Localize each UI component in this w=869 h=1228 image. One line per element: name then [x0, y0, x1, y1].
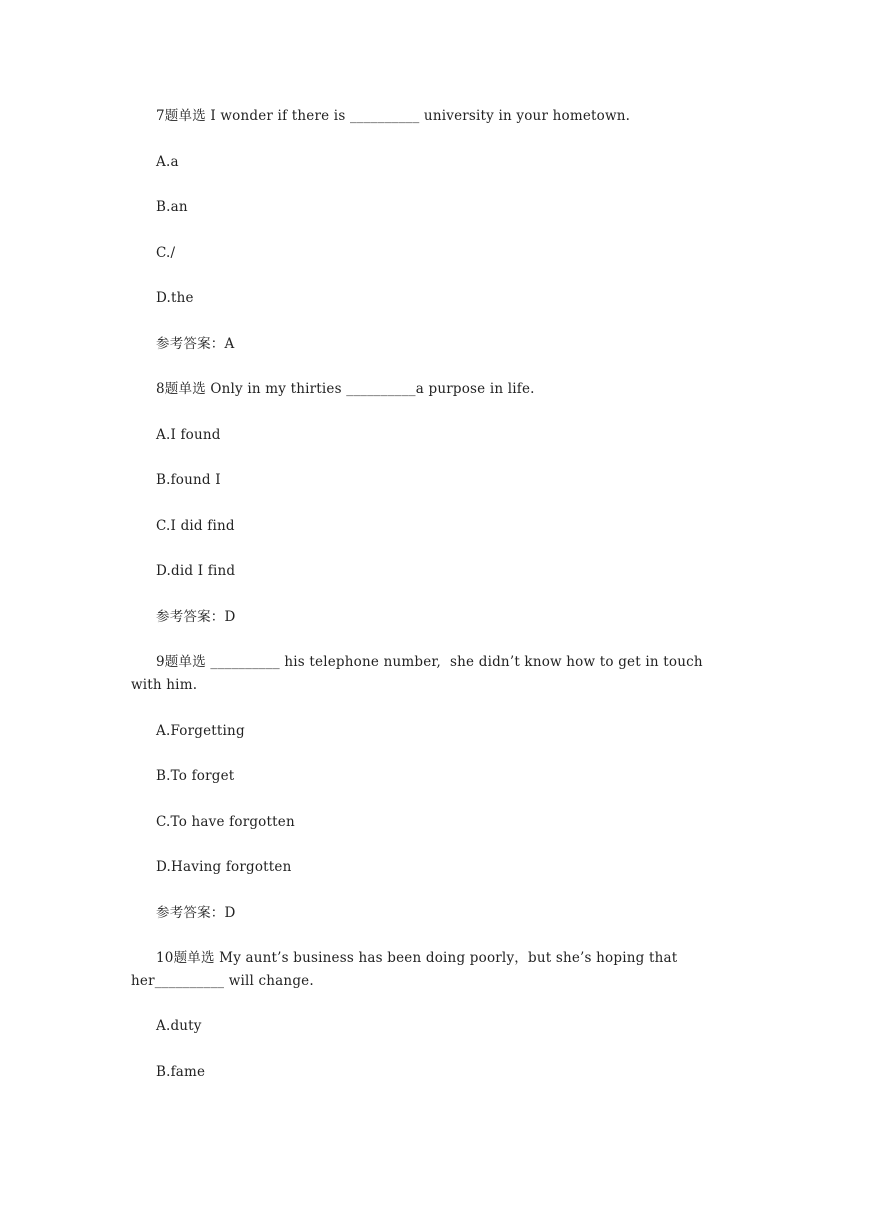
question-10-stem: 10题单选 My aunt’s business has been doing poorly，but she’s hoping that	[156, 950, 678, 966]
question-10-stem-continued: her__________ will change.	[131, 973, 314, 989]
question-9-option-d: D.Having forgotten	[156, 859, 292, 875]
question-9-option-b: B.To forget	[156, 768, 235, 784]
question-8-option-a: A.I found	[156, 427, 221, 443]
question-8-option-d: D.did I find	[156, 563, 236, 579]
question-8-stem: 8题单选 Only in my thirties __________a purpose in life.	[156, 381, 535, 397]
question-7-stem: 7题单选 I wonder if there is __________ university in your hometown.	[156, 108, 631, 124]
question-7-answer: 参考答案：A	[156, 336, 235, 352]
question-8-answer: 参考答案：D	[156, 609, 236, 625]
question-8-option-c: C.I did find	[156, 518, 235, 534]
question-9-option-a: A.Forgetting	[156, 723, 245, 739]
question-8-option-b: B.found I	[156, 472, 221, 488]
question-9-stem-continued: with him.	[131, 677, 198, 693]
question-10-option-b: B.fame	[156, 1064, 206, 1080]
question-9-option-c: C.To have forgotten	[156, 814, 295, 830]
question-9-stem: 9题单选 __________ his telephone number, she didn’t know how to get in touch	[156, 654, 703, 670]
question-7-option-a: A.a	[156, 154, 179, 170]
question-7-option-d: D.the	[156, 290, 194, 306]
question-7-option-b: B.an	[156, 199, 188, 215]
question-7-option-c: C./	[156, 245, 176, 261]
question-9-answer: 参考答案：D	[156, 905, 236, 921]
question-10-option-a: A.duty	[156, 1018, 202, 1034]
